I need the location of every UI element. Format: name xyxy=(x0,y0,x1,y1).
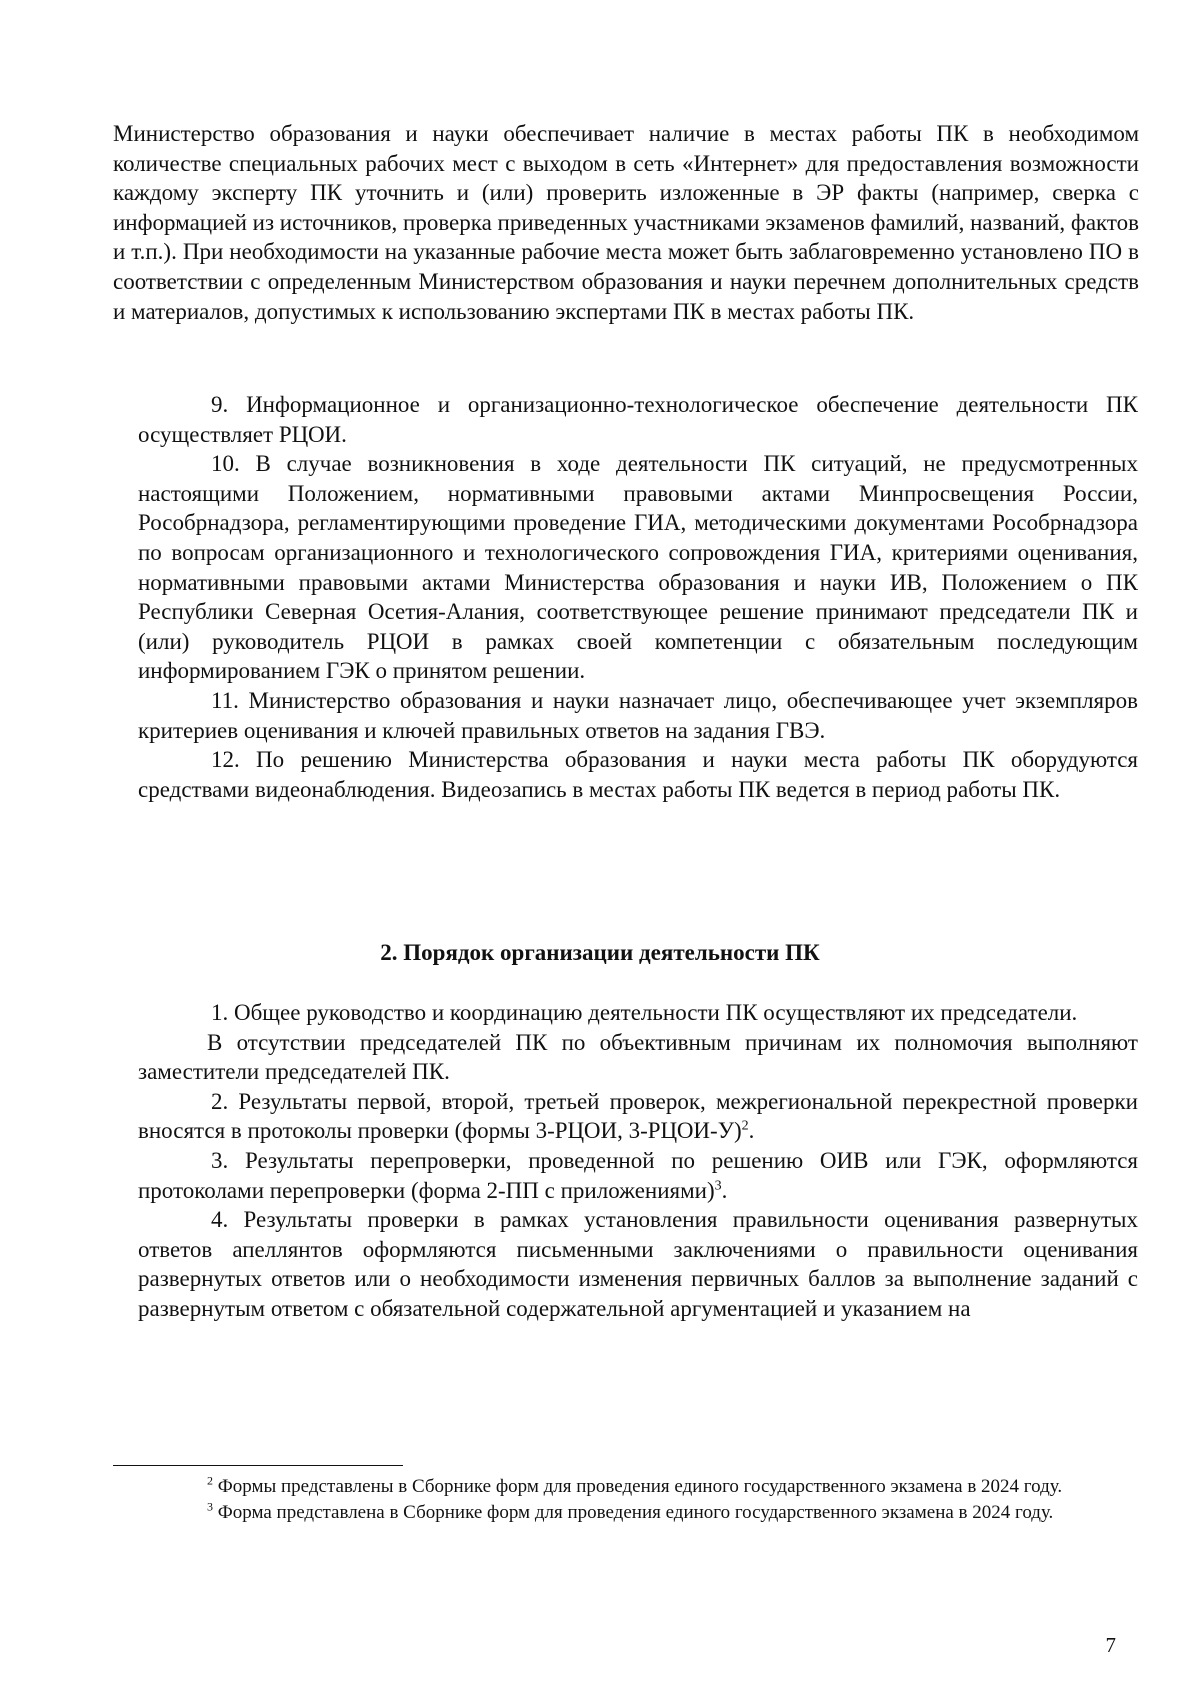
footnote-ref-3[interactable]: 3 xyxy=(714,1177,722,1193)
s2-item-2-text: 2. Результаты первой, второй, третьей проверок, межрегиональной перекрестной проверки вносятся в протоколы проверки (формы 3-РЦОИ, 3-РЦОИ-У) xyxy=(138,1088,1138,1144)
s2-item-2 xyxy=(138,1087,1138,1146)
items-block xyxy=(138,390,1138,804)
s2-item-3-text: 3. Результаты перепроверки, проведенной по решению ОИВ или ГЭК, оформляются протоколами перепроверки (форма 2-ПП с приложениями) xyxy=(138,1147,1138,1203)
item-12: 12. По решению Министерства образования и науки места работы ПК оборудуются средствами видеонаблюдения. Видеозапись в местах работы ПК ведется в период работы ПК. xyxy=(138,747,1138,802)
section2-block xyxy=(138,998,1138,1324)
s2-item-3 xyxy=(138,1146,1138,1205)
footnote-3 xyxy=(138,1500,1063,1526)
footnote-marker-3: 3 xyxy=(207,1499,213,1514)
intro-paragraph: Министерство образования и науки обеспечивает наличие в местах работы ПК в необходимом количестве специальных рабочих мест с выходом в сеть «Интернет» для предоставления возможности каждому эксперту ПК уточнить и (или) проверить изложенные в ЭР факты (например, сверка с информацией из источников, проверка приведенных участниками экзаменов фамилий, названий, фактов и т.п.). При необходимости на указанные рабочие места может быть заблаговременно установлено ПО в соответствии с определенным Министерством образования и науки перечнем дополнительных средств и материалов, допустимых к использованию экспертами ПК в местах работы ПК. xyxy=(113,121,1140,324)
item-11: 11. Министерство образования и науки назначает лицо, обеспечивающее учет экземпляров критериев оценивания и ключей правильных ответов на задания ГВЭ. xyxy=(138,687,1138,743)
footnotes xyxy=(138,1474,1063,1526)
s2-item-1: 1. Общее руководство и координацию деятельности ПК осуществляют их председатели. xyxy=(211,1000,1078,1025)
section-heading: 2. Порядок организации деятельности ПК xyxy=(380,940,820,965)
s2-item-3-end: . xyxy=(721,1177,728,1203)
footnote-marker-2: 2 xyxy=(207,1473,213,1488)
s2-item-2-end: . xyxy=(748,1118,755,1144)
item-10: 10. В случае возникновения в ходе деятельности ПК ситуаций, не предусмотренных настоящими Положением, нормативными правовыми актами Минпросвещения России, Рособрнадзора, регламентирующими проведение ГИА, методическими документами Рособрнадзора по вопросам организационного и технологического сопровождения ГИА, критериями оценивания, нормативными правовыми актами Министерства образования и науки ИВ, Положением о ПК Республики Северная Осетия-Алания, соответствующее решение принимают председатели ПК и (или) руководитель РЦОИ в рамках своей компетенции с обязательным последующим информированием ГЭК о принятом решении. xyxy=(138,451,1138,684)
footnote-2-text: Формы представлены в Сборнике форм для проведения единого государственного экзамена в 2024 году. xyxy=(213,1476,1063,1497)
footnote-2 xyxy=(138,1474,1063,1500)
footnote-ref-2[interactable]: 2 xyxy=(741,1118,749,1134)
footnote-3-text: Форма представлена в Сборнике форм для проведения единого государственного экзамена в 2024 году. xyxy=(213,1502,1054,1523)
item-9: 9. Информационное и организационно-технологическое обеспечение деятельности ПК осуществляет РЦОИ. xyxy=(138,392,1138,447)
page-number: 7 xyxy=(1105,1633,1116,1657)
s2-item-1-continuation: В отсутствии председателей ПК по объективным причинам их полномочия выполняют заместители председателей ПК. xyxy=(138,1029,1138,1085)
s2-item-4: 4. Результаты проверки в рамках установления правильности оценивания развернутых ответов апеллянтов оформляются письменными заключениями о правильности оценивания развернутых ответов или о необходимости изменения первичных баллов за выполнение заданий с развернутым ответом с обязательной содержательной аргументацией и указанием на xyxy=(138,1207,1138,1321)
footnote-separator xyxy=(113,1465,403,1466)
